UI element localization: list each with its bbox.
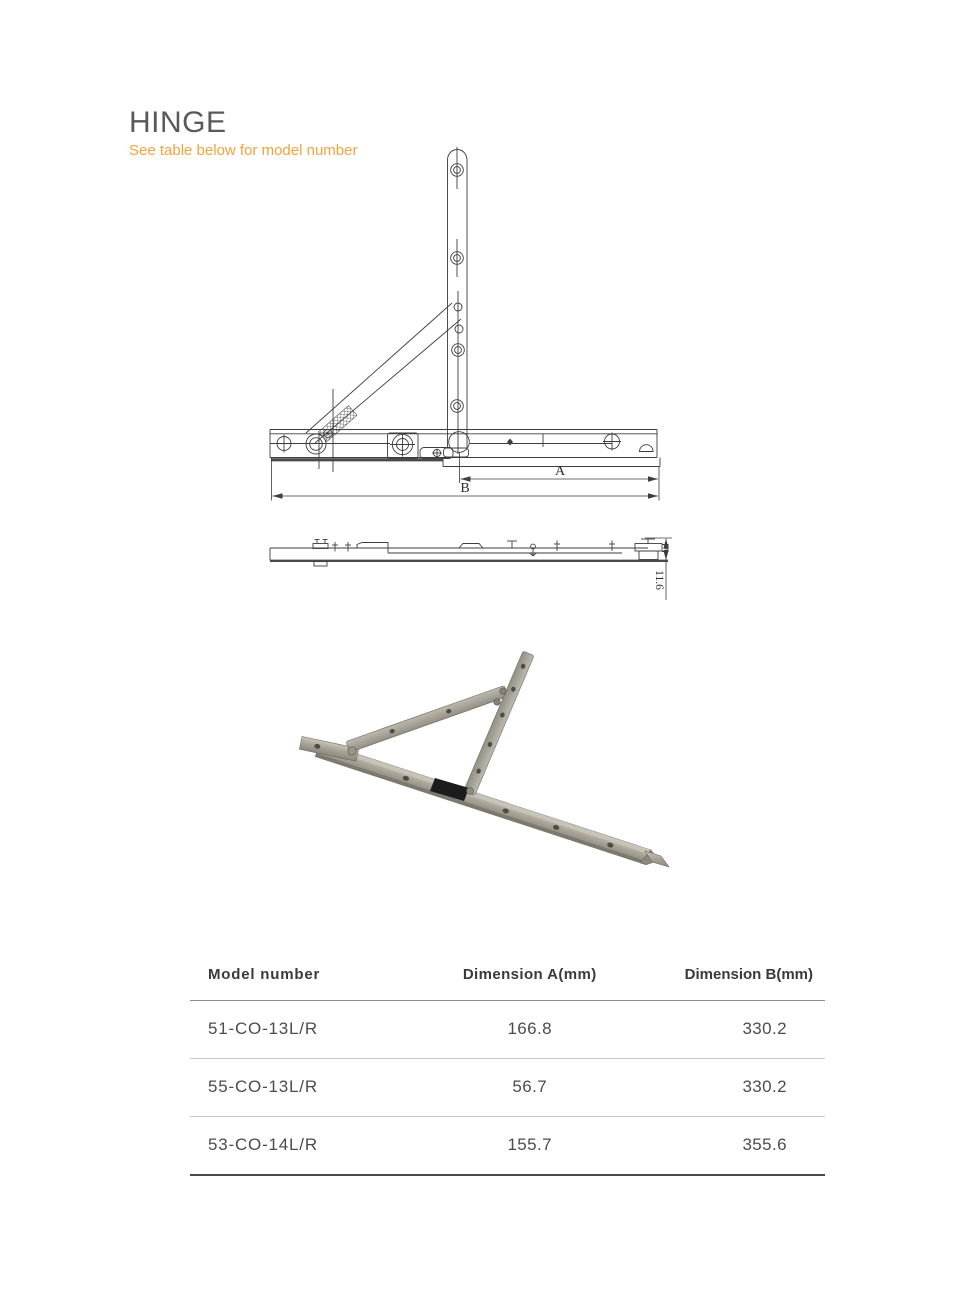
dim-a-cell: 155.7 <box>431 1117 628 1176</box>
column-header-model: Model number <box>190 956 431 1001</box>
front-view <box>270 147 660 501</box>
column-header-dim-a: Dimension A(mm) <box>431 956 628 1001</box>
product-photo <box>290 640 710 880</box>
table-row <box>190 1117 825 1176</box>
photo-sash-arm <box>464 651 534 796</box>
table-header-row <box>190 956 825 1001</box>
side-thickness-label: 11.6 <box>653 570 665 590</box>
hinge-technical-drawing <box>240 140 700 610</box>
page-subtitle: See table below for model number <box>129 142 358 159</box>
page-title: HINGE <box>129 106 227 139</box>
dim-a-cell: 166.8 <box>431 1001 628 1059</box>
model-cell: 55-CO-13L/R <box>190 1059 431 1117</box>
dimension-a-label: A <box>554 464 566 479</box>
dimension-b-label: B <box>460 481 470 496</box>
side-view <box>270 538 672 600</box>
model-cell: 53-CO-14L/R <box>190 1117 431 1176</box>
spec-table <box>190 956 825 1176</box>
photo-joint-rivet <box>494 699 500 705</box>
dim-b-cell: 330.2 <box>628 1059 825 1117</box>
table-row <box>190 1001 825 1059</box>
dim-b-cell: 330.2 <box>628 1001 825 1059</box>
photo-slider-rivet <box>467 788 474 795</box>
dim-a-cell: 56.7 <box>431 1059 628 1117</box>
table-row <box>190 1059 825 1117</box>
photo-support-arm <box>346 685 508 752</box>
photo-pivot-rivet <box>348 747 356 755</box>
model-cell: 51-CO-13L/R <box>190 1001 431 1059</box>
dim-b-cell: 355.6 <box>628 1117 825 1176</box>
photo-joint-rivet <box>500 688 506 694</box>
column-header-dim-b: Dimension B(mm) <box>628 956 825 1001</box>
